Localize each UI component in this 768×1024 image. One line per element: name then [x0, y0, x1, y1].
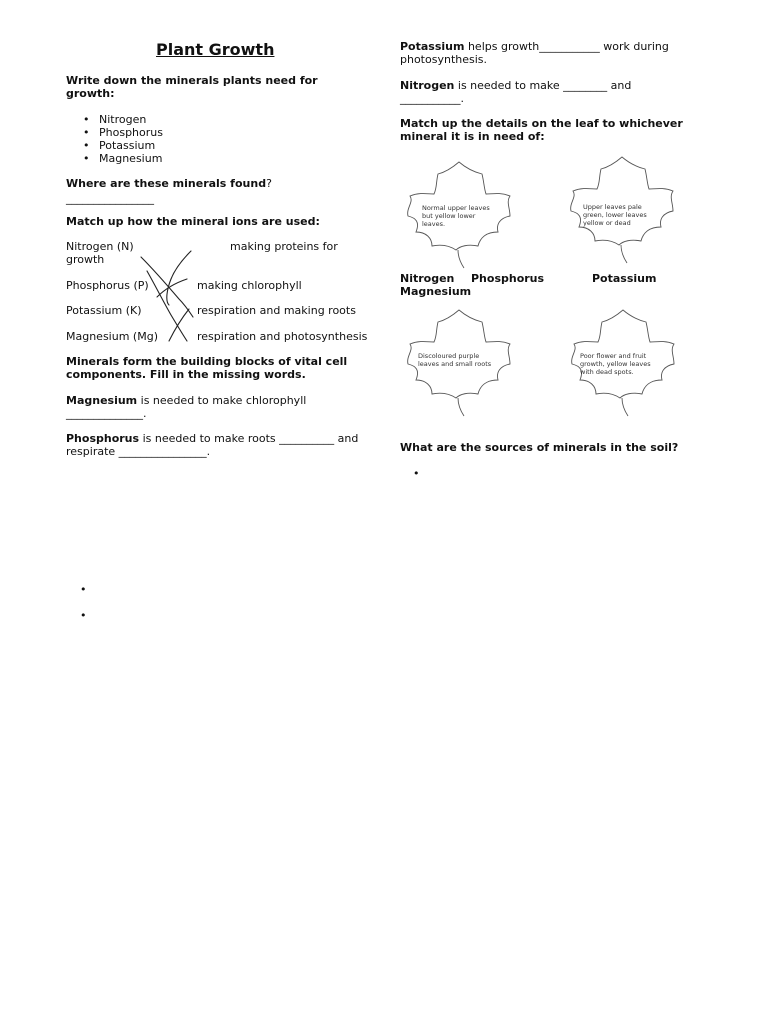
mineral-option: Nitrogen [400, 272, 455, 285]
magnesium-sentence [66, 394, 366, 407]
ion-use: respiration and photosynthesis [197, 330, 368, 343]
list-item: • Potassium [66, 139, 266, 152]
list-item: • Magnesium [66, 152, 266, 165]
ion-mineral: Magnesium (Mg) [66, 330, 158, 343]
sentence-text-continued: photosynthesis. [400, 53, 488, 66]
answer-blank: ______________. [66, 407, 147, 420]
bullet-point: • [413, 467, 420, 480]
leaf-description: Poor flower and fruit growth, yellow leaves with dead spots. [580, 352, 651, 376]
question-minerals-found [66, 177, 272, 190]
leaf-card-1 [402, 160, 517, 270]
leaf-card-2 [565, 155, 680, 265]
ion-mineral: Nitrogen (N) [66, 240, 134, 253]
phosphorus-sentence [66, 432, 376, 445]
mineral-option: Magnesium [400, 285, 472, 298]
bullet-point: • [80, 609, 87, 622]
sentence-text-continued: respirate ________________. [66, 445, 211, 458]
match-line [169, 309, 189, 341]
ion-use: respiration and making roots [197, 304, 356, 317]
sources-question: What are the sources of minerals in the soil? [400, 441, 679, 454]
sentence-text: is needed to make roots __________ and [139, 432, 359, 445]
ion-use: making proteins for [230, 240, 338, 253]
sentence-text: is needed to make chlorophyll [137, 394, 307, 407]
leaf-card-3 [402, 308, 517, 418]
bullet-point: • [80, 583, 87, 596]
nitrogen-sentence [400, 79, 700, 92]
ion-use-continued: growth [66, 253, 105, 266]
leaf-card-4 [566, 308, 681, 418]
keyword: Potassium [400, 40, 465, 53]
question-minerals-needed: Write down the minerals plants need for growth: [66, 74, 318, 100]
sentence-text: helps growth___________ work during [464, 40, 669, 53]
list-item: • Phosphorus [66, 126, 266, 139]
match-line [157, 279, 187, 297]
leaf-description: Upper leaves pale green, lower leaves yellow or dead [583, 203, 647, 227]
question-match-ions: Match up how the mineral ions are used: [66, 215, 320, 228]
mineral-option: Phosphorus [471, 272, 545, 285]
handdrawn-match-lines [135, 245, 205, 345]
ion-mineral: Potassium (K) [66, 304, 142, 317]
keyword: Magnesium [66, 394, 138, 407]
leaf-description: Discoloured purple leaves and small roots [418, 352, 492, 368]
leaf-description: Normal upper leaves but yellow lower leaves. [422, 204, 490, 228]
page-title: Plant Growth [156, 40, 275, 59]
sentence-text-continued: ___________. [400, 92, 464, 105]
mineral-option: Potassium [592, 272, 657, 285]
leaf-match-question: Match up the details on the leaf to whichever mineral it is in need of: [400, 117, 683, 143]
keyword: Nitrogen [400, 79, 455, 92]
answer-blank: ________________ [66, 192, 154, 205]
keyword: Phosphorus [66, 432, 140, 445]
question-mark: ? [266, 177, 272, 190]
match-line [167, 251, 191, 305]
question-text: Where are these minerals found [66, 177, 267, 190]
sentence-text: is needed to make ________ and [454, 79, 632, 92]
mineral-list [66, 113, 266, 165]
potassium-sentence [400, 40, 700, 53]
building-blocks-instruction: Minerals form the building blocks of vital cell components. Fill in the missing words. [66, 355, 348, 381]
list-item: • Nitrogen [66, 113, 266, 126]
ion-use: making chlorophyll [197, 279, 302, 292]
ion-mineral: Phosphorus (P) [66, 279, 149, 292]
